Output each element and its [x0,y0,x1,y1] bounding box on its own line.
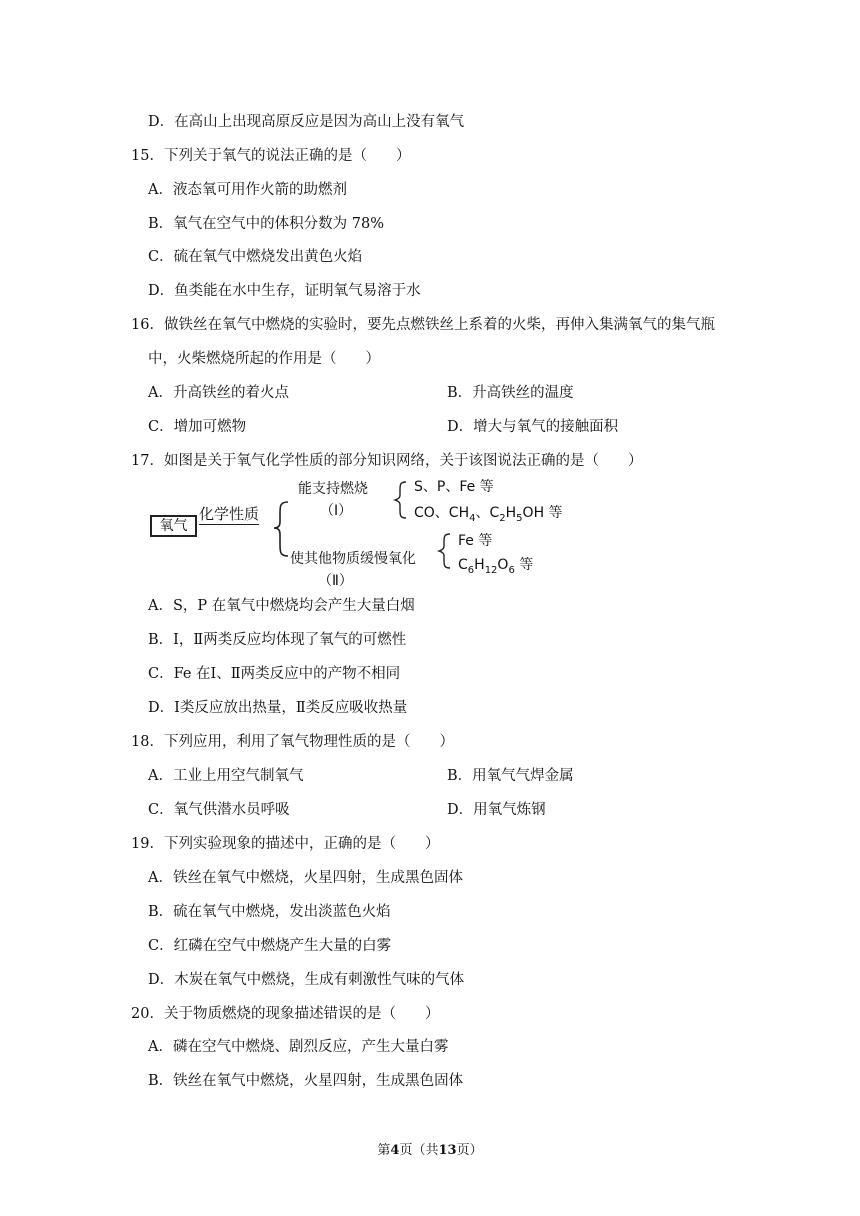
q20-option-a: A．磷在空气中燃烧、剧烈反应，产生大量白雾 [148,1039,449,1055]
q14-option-d: D．在高山上出现高原反应是因为高山上没有氧气 [148,114,465,130]
q19-option-c: C．红磷在空气中燃烧产生大量的白雾 [148,938,392,954]
q20-stem: 20．关于物质燃烧的现象描述错误的是（ ） [131,1006,440,1022]
q16-option-a: A．升高铁丝的着火点 [148,385,289,401]
q15-option-c: C．硫在氧气中燃烧发出黄色火焰 [148,249,363,265]
q16-option-c: C．增加可燃物 [148,419,247,435]
q17-option-d: D．Ⅰ类反应放出热量，Ⅱ类反应吸收热量 [148,700,408,716]
q17-option-b: B．Ⅰ，Ⅱ两类反应均体现了氧气的可燃性 [148,632,407,648]
q19-stem: 19．下列实验现象的描述中，正确的是（ ） [131,836,440,852]
q16-stem-line1: 16．做铁丝在氧气中燃烧的实验时，要先点燃铁丝上系着的火柴，再伸入集满氧气的集气瓶 [131,317,715,333]
diagram-branch2-tag: （Ⅱ） [318,573,353,589]
q15-option-a: A．液态氧可用作火箭的助燃剂 [148,182,347,198]
diagram-branch1-tag: （Ⅰ） [320,503,353,519]
diagram-oxygen-box: 氧气 [150,515,197,537]
q18-option-b: B．用氧气气焊金属 [447,768,574,784]
page-total: 13 [438,1143,457,1158]
q15-option-d: D．鱼类能在水中生存，证明氧气易溶于水 [148,283,421,299]
q18-stem: 18．下列应用，利用了氧气物理性质的是（ ） [131,734,454,750]
q19-option-b: B．硫在氧气中燃烧，发出淡蓝色火焰 [148,904,391,920]
page-footer: 第4页（共13页） [377,1143,483,1158]
q18-option-c: C．氧气供潜水员呼吸 [148,802,290,818]
diagram-branch1-leaf2: CO、$CH_4$、$C_2H_5OH$ 等 [414,505,563,524]
q15-stem: 15．下列关于氧气的说法正确的是（ ） [131,148,411,164]
q18-option-d: D．用氧气炼钢 [447,802,546,818]
q15-option-b: B．氧气在空气中的体积分数为 78% [148,216,384,232]
q20-option-b: B．铁丝在氧气中燃烧，火星四射，生成黑色固体 [148,1073,464,1089]
oxygen-knowledge-network-diagram [148,476,578,591]
diagram-branch1-leaf1: S、P、Fe 等 [414,479,494,495]
diagram-branch2-leaf1: Fe 等 [458,533,493,549]
q17-option-c: C．Fe 在Ⅰ、Ⅱ两类反应中的产物不相同 [148,666,401,682]
q19-option-d: D．木炭在氧气中燃烧，生成有刺激性气味的气体 [148,972,465,988]
diagram-branch2-leaf2: $C_6H_{12}O_6$ 等 [458,557,534,576]
q18-option-a: A．工业上用空气制氧气 [148,768,304,784]
q19-option-a: A．铁丝在氧气中燃烧，火星四射，生成黑色固体 [148,870,463,886]
page-number: 4 [390,1143,400,1158]
q16-option-b: B．升高铁丝的温度 [447,385,574,401]
q16-option-d: D．增大与氧气的接触面积 [447,419,619,435]
diagram-branch1-label: 能支持燃烧 [298,481,368,497]
q17-stem: 17．如图是关于氧气化学性质的部分知识网络，关于该图说法正确的是（ ） [131,453,643,469]
diagram-root-label: 化学性质 [199,505,260,523]
q16-stem-line2: 中，火柴燃烧所起的作用是（ ） [148,351,380,367]
q17-option-a: A．S，P 在氧气中燃烧均会产生大量白烟 [148,598,415,614]
diagram-branch2-label: 使其他物质缓慢氧化 [290,551,416,567]
